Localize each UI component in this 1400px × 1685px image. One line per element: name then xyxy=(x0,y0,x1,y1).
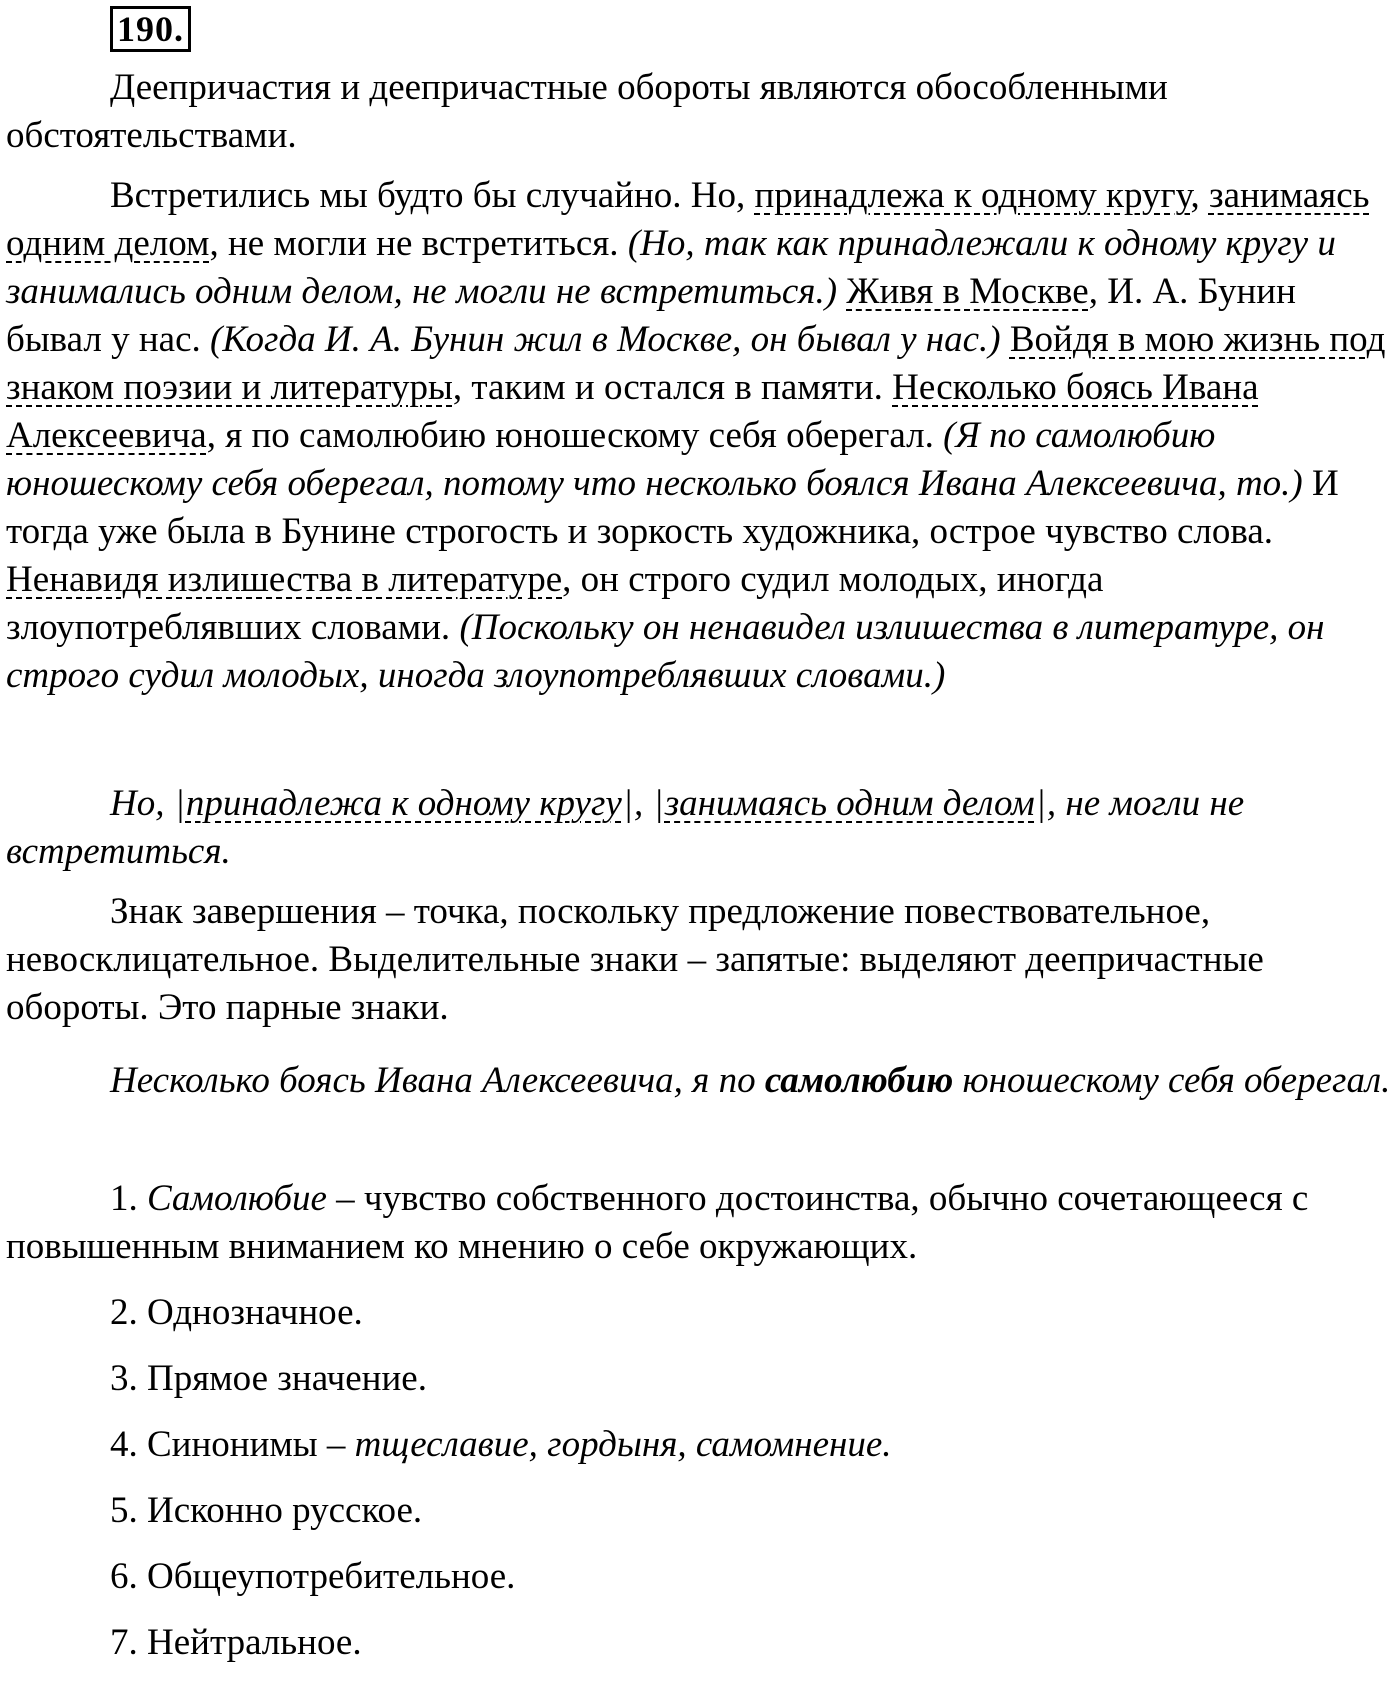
scheme-paragraph xyxy=(6,780,1396,876)
boundary-mark: | xyxy=(622,783,634,824)
text-segment: , он строго судил молодых, иногда злоупотреблявших словами. xyxy=(6,559,1104,648)
participle-phrase: Несколько боясь Ивана Алексеевича xyxy=(6,367,1259,456)
analysis-sentence xyxy=(6,1057,1396,1105)
scheme-start: Но, xyxy=(110,783,174,824)
list-item xyxy=(6,1421,1396,1469)
paraphrase: (Я по самолюбию юношескому себя оберегал, потому что несколько боялся Ивана Алексеевича, то.) xyxy=(6,415,1303,504)
synonyms: тщеславие, гордыня, самомнение. xyxy=(354,1424,892,1465)
paraphrase: (Но, так как принадлежали к одному кругу и занимались одним делом, не могли не встретиться.) xyxy=(6,223,1336,312)
analysis-paragraph xyxy=(6,1057,1396,1105)
list-item: 3. Прямое значение. xyxy=(110,1358,427,1399)
text-segment xyxy=(1001,319,1010,360)
punctuation-note-paragraph xyxy=(6,888,1396,1032)
text-segment xyxy=(837,271,846,312)
scheme-mid: , xyxy=(634,783,653,824)
analysis-after: юношескому себя оберегал. xyxy=(953,1060,1391,1101)
boundary-mark: | xyxy=(653,783,664,824)
scheme-text xyxy=(6,780,1396,876)
text-segment: , таким и остался в памяти. xyxy=(452,367,893,408)
scheme-end: , не могли не встретиться. xyxy=(6,783,1245,872)
participle-phrase: Войдя в мою жизнь под знаком поэзии и литературы xyxy=(6,319,1386,408)
participle-phrase: принадлежа к одному кругу xyxy=(754,175,1191,216)
text-segment: , xyxy=(1190,175,1209,216)
list-item xyxy=(6,1175,1396,1271)
text-segment: Встретились мы будто бы случайно. Но, xyxy=(110,175,755,216)
intro-paragraph xyxy=(6,64,1396,160)
scheme-phrase: принадлежа к одному кругу xyxy=(185,783,622,824)
participle-phrase: Живя в Москве xyxy=(846,271,1089,312)
main-text-paragraph xyxy=(6,172,1396,700)
analysis-keyword: самолюбию xyxy=(764,1060,954,1101)
participle-phrase: занимаясь одним делом xyxy=(6,175,1370,264)
text-segment: , И. А. Бунин бывал у нас. xyxy=(6,271,1296,360)
boundary-mark: | xyxy=(174,783,185,824)
list-item: 2. Однозначное. xyxy=(110,1292,363,1333)
list-term: Самолюбие xyxy=(147,1178,327,1219)
analysis-list xyxy=(6,1175,1396,1685)
punctuation-note: Знак завершения – точка, поскольку предложение повествовательное, невосклицательное. Выделительные знаки – запятые: выделяют деепричастные обороты. Это парные знаки. xyxy=(6,891,1264,1028)
paraphrase: (Когда И. А. Бунин жил в Москве, он бывал у нас.) xyxy=(210,319,1001,360)
participle-phrase: Ненавидя излишества в литературе xyxy=(6,559,563,600)
list-number: 1. xyxy=(110,1178,147,1219)
scheme-phrase: занимаясь одним делом xyxy=(664,783,1035,824)
analysis-before: Несколько боясь Ивана Алексеевича, я по xyxy=(110,1060,765,1101)
text-segment: И тогда уже была в Бунине строгость и зоркость художника, острое чувство слова. xyxy=(6,463,1339,552)
text-segment: , не могли не встретиться. xyxy=(209,223,628,264)
boundary-mark: | xyxy=(1035,783,1046,824)
main-text xyxy=(6,172,1396,700)
paraphrase: (Поскольку он ненавидел излишества в литературе, он строго судил молодых, иногда злоупотреблявших словами.) xyxy=(6,607,1325,696)
list-definition: – чувство собственного достоинства, обычно сочетающееся с повышенным вниманием ко мнению о себе окружающих. xyxy=(6,1178,1309,1267)
exercise-number: 190. xyxy=(110,6,191,52)
list-item: 5. Исконно русское. xyxy=(110,1490,423,1531)
list-number: 4. Синонимы – xyxy=(110,1424,355,1465)
list-item: 7. Нейтральное. xyxy=(110,1622,362,1663)
text-segment: , я по самолюбию юношескому себя оберегал. xyxy=(206,415,944,456)
list-item: 6. Общеупотребительное. xyxy=(110,1556,516,1597)
intro-text: Деепричастия и деепричастные обороты являются обособленными обстоятельствами. xyxy=(6,67,1168,156)
